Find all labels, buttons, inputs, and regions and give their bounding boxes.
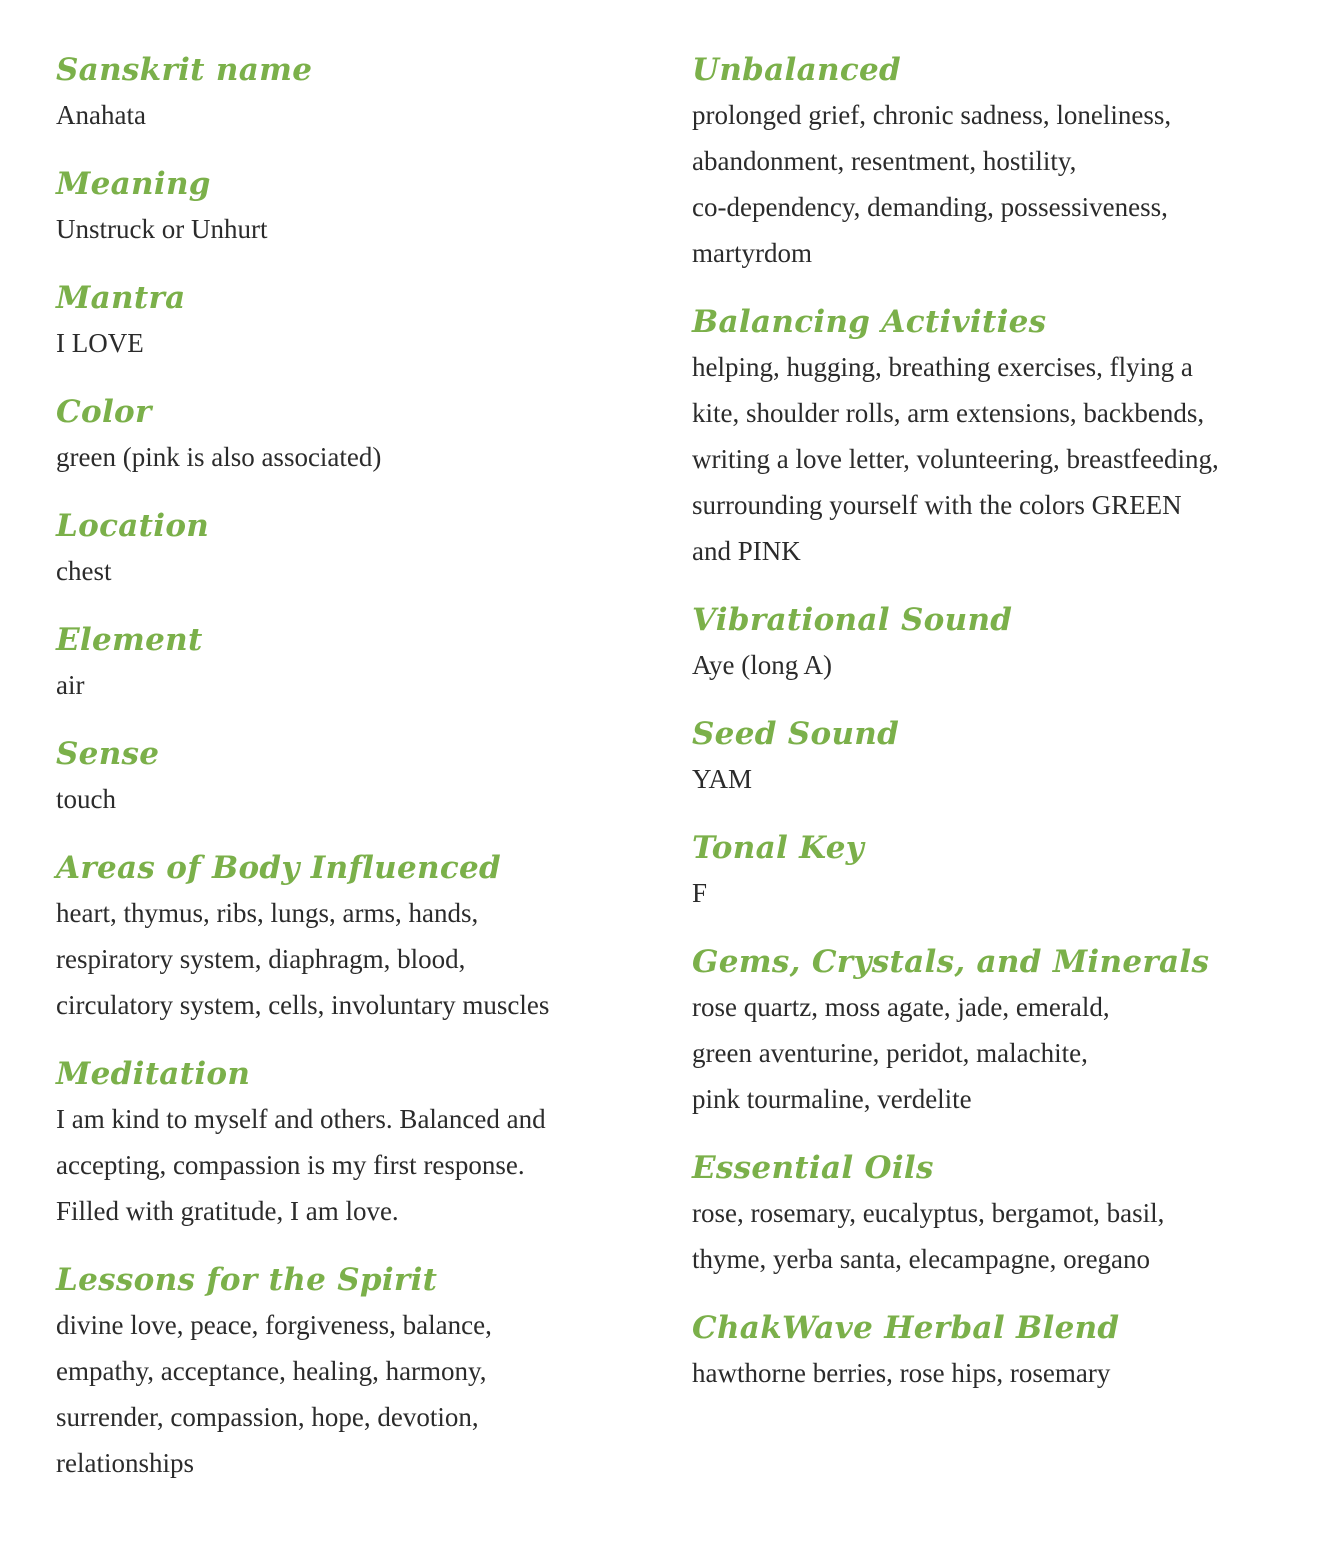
entry-heading: Areas of Body Influenced: [56, 850, 502, 886]
entry-mantra: [56, 276, 656, 366]
entry-body: Anahata: [56, 100, 146, 130]
entry-element: [56, 618, 656, 708]
entry-heading: Meaning: [56, 166, 211, 202]
entry-body: touch: [56, 784, 116, 814]
entry-heading: Sanskrit name: [56, 52, 313, 88]
entry-tonal-key: [692, 826, 1312, 916]
entry-chakwave-herbal-blend: [692, 1306, 1312, 1396]
entry-heading: Essential Oils: [692, 1150, 934, 1186]
entry-lessons-for-the-spirit: [56, 1258, 656, 1486]
entry-seed-sound: [692, 712, 1312, 802]
entry-body: F: [692, 878, 708, 908]
entry-areas-of-body: [56, 846, 656, 1028]
entry-heading: Unbalanced: [692, 52, 902, 88]
entry-heading: Meditation: [56, 1056, 251, 1092]
entry-heading: Color: [56, 394, 152, 430]
entry-heading: Tonal Key: [692, 830, 865, 866]
entry-gems-crystals-minerals: [692, 940, 1312, 1122]
entry-sense: [56, 732, 656, 822]
entry-heading: Sense: [56, 736, 160, 772]
entry-essential-oils: [692, 1146, 1312, 1282]
entry-heading: Gems, Crystals, and Minerals: [692, 944, 1210, 980]
entry-body: prolonged grief, chronic sadness, loneliness, abandonment, resentment, hostility, co-dependency, demanding, possessiveness, martyrdom: [692, 100, 1172, 268]
entry-location: [56, 504, 656, 594]
left-column: [56, 48, 656, 1486]
right-column: [692, 48, 1312, 1396]
entry-body: hawthorne berries, rose hips, rosemary: [692, 1358, 1111, 1388]
entry-body: chest: [56, 556, 112, 586]
entry-body: I am kind to myself and others. Balanced and accepting, compassion is my first response. Filled with gratitude, I am love.: [56, 1104, 546, 1226]
entry-body: YAM: [692, 764, 753, 794]
entry-heading: Lessons for the Spirit: [56, 1262, 438, 1298]
entry-heading: Seed Sound: [692, 716, 900, 752]
entry-meditation: [56, 1052, 656, 1234]
entry-body: air: [56, 670, 85, 700]
entry-heading: Mantra: [56, 280, 186, 316]
entry-body: rose quartz, moss agate, jade, emerald, green aventurine, peridot, malachite, pink tourmaline, verdelite: [692, 992, 1110, 1114]
entry-body: helping, hugging, breathing exercises, flying a kite, shoulder rolls, arm extensions, backbends, writing a love letter, volunteering, breastfeeding, surrounding yourself with the colors GREEN and PINK: [692, 352, 1219, 566]
entry-body: Unstruck or Unhurt: [56, 214, 268, 244]
entry-heading: Location: [56, 508, 210, 544]
entry-body: rose, rosemary, eucalyptus, bergamot, basil, thyme, yerba santa, elecampagne, oregano: [692, 1198, 1165, 1274]
entry-body: green (pink is also associated): [56, 442, 382, 472]
entry-vibrational-sound: [692, 598, 1312, 688]
entry-sanskrit-name: [56, 48, 656, 138]
entry-heading: Vibrational Sound: [692, 602, 1013, 638]
entry-body: heart, thymus, ribs, lungs, arms, hands, respiratory system, diaphragm, blood, circulatory system, cells, involuntary muscles: [56, 898, 550, 1020]
entry-heading: Element: [56, 622, 203, 658]
entry-meaning: [56, 162, 656, 252]
entry-body: divine love, peace, forgiveness, balance, empathy, acceptance, healing, harmony, surrender, compassion, hope, devotion, relationships: [56, 1310, 492, 1478]
entry-unbalanced: [692, 48, 1312, 276]
entry-balancing-activities: [692, 300, 1312, 574]
entry-heading: ChakWave Herbal Blend: [692, 1310, 1120, 1346]
entry-heading: Balancing Activities: [692, 304, 1047, 340]
entry-body: Aye (long A): [692, 650, 832, 680]
entry-color: [56, 390, 656, 480]
entry-body: I LOVE: [56, 328, 144, 358]
